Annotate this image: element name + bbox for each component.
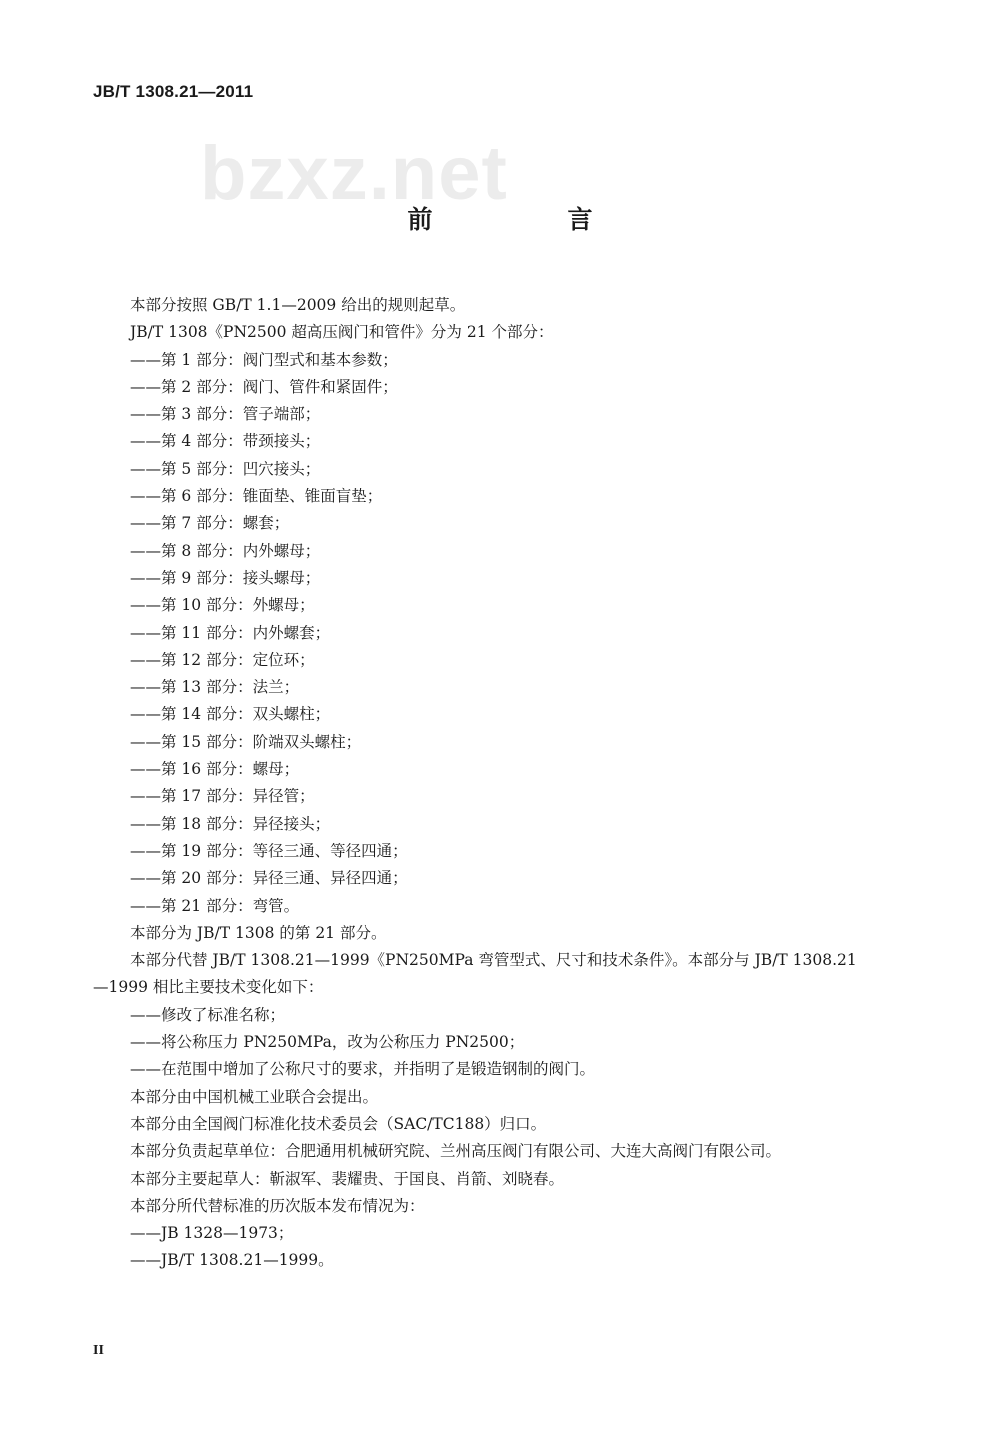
- list-item: ——JB/T 1308.21—1999。: [130, 1251, 334, 1270]
- list-item: ——第 20 部分：异径三通、异径四通；: [130, 869, 408, 888]
- watermark: bzxz.net: [200, 131, 508, 216]
- paragraph-replaces-line2: —1999 相比主要技术变化如下：: [93, 978, 324, 997]
- paragraph-part-number: 本部分为 JB/T 1308 的第 21 部分。: [130, 923, 387, 942]
- paragraph-proposed-by: 本部分由中国机械工业联合会提出。: [130, 1087, 379, 1106]
- list-item: ——第 13 部分：法兰；: [130, 678, 300, 697]
- list-item: ——第 21 部分：弯管。: [130, 896, 300, 915]
- history-list: [93, 1220, 913, 1275]
- paragraph-drafting-units: 本部分负责起草单位：合肥通用机械研究院、兰州高压阀门有限公司、大连大高阀门有限公司。: [130, 1142, 782, 1161]
- list-item: ——第 19 部分：等径三通、等径四通；: [130, 841, 408, 860]
- page-number: II: [93, 1343, 104, 1358]
- list-item: ——第 9 部分：接头螺母；: [130, 568, 321, 587]
- list-item: ——修改了标准名称；: [130, 1005, 286, 1024]
- list-item: ——在范围中增加了公称尺寸的要求，并指明了是锻造钢制的阀门。: [130, 1060, 596, 1079]
- list-item: ——第 2 部分：阀门、管件和紧固件；: [130, 377, 398, 396]
- list-item: ——第 17 部分：异径管；: [130, 787, 315, 806]
- list-item: ——JB 1328—1973；: [130, 1224, 294, 1243]
- list-item: ——第 15 部分：阶端双头螺柱；: [130, 732, 362, 751]
- paragraph-drafters: 本部分主要起草人：靳淑军、裴耀贵、于国良、肖箭、刘晓春。: [130, 1169, 565, 1188]
- list-item: ——第 1 部分：阀门型式和基本参数；: [130, 350, 398, 369]
- parts-list: [93, 347, 913, 920]
- paragraph-drafting-rules: 本部分按照 GB/T 1.1—2009 给出的规则起草。: [130, 296, 466, 314]
- paragraph-replaces-line1: 本部分代替 JB/T 1308.21—1999《PN250MPa 弯管型式、尺寸和技术条件》。本部分与 JB/T 1308.21: [130, 951, 857, 970]
- foreword-body: [93, 292, 913, 1275]
- list-item: ——第 18 部分：异径接头；: [130, 814, 331, 833]
- list-item: ——第 3 部分：管子端部；: [130, 405, 321, 424]
- list-item: ——第 10 部分：外螺母；: [130, 596, 315, 615]
- list-item: ——第 7 部分：螺套；: [130, 514, 290, 533]
- page-title: 前 言: [407, 205, 648, 234]
- list-item: ——第 14 部分：双头螺柱；: [130, 705, 331, 724]
- changes-list: [93, 1002, 913, 1084]
- list-item: ——第 12 部分：定位环；: [130, 650, 315, 669]
- list-item: ——第 5 部分：凹穴接头；: [130, 459, 321, 478]
- list-item: ——第 11 部分：内外螺套；: [130, 623, 331, 642]
- paragraph-history-intro: 本部分所代替标准的历次版本发布情况为：: [130, 1196, 425, 1215]
- list-item: ——将公称压力 PN250MPa，改为公称压力 PN2500；: [130, 1033, 525, 1052]
- paragraph-parts-intro: JB/T 1308《PN2500 超高压阀门和管件》分为 21 个部分：: [130, 323, 554, 342]
- list-item: ——第 6 部分：锥面垫、锥面盲垫；: [130, 487, 383, 506]
- standard-code-header: JB/T 1308.21—2011: [93, 82, 254, 101]
- paragraph-centralized-by: 本部分由全国阀门标准化技术委员会（SAC/TC188）归口。: [130, 1114, 547, 1133]
- list-item: ——第 16 部分：螺母；: [130, 760, 300, 779]
- list-item: ——第 8 部分：内外螺母；: [130, 541, 321, 560]
- list-item: ——第 4 部分：带颈接头；: [130, 432, 321, 451]
